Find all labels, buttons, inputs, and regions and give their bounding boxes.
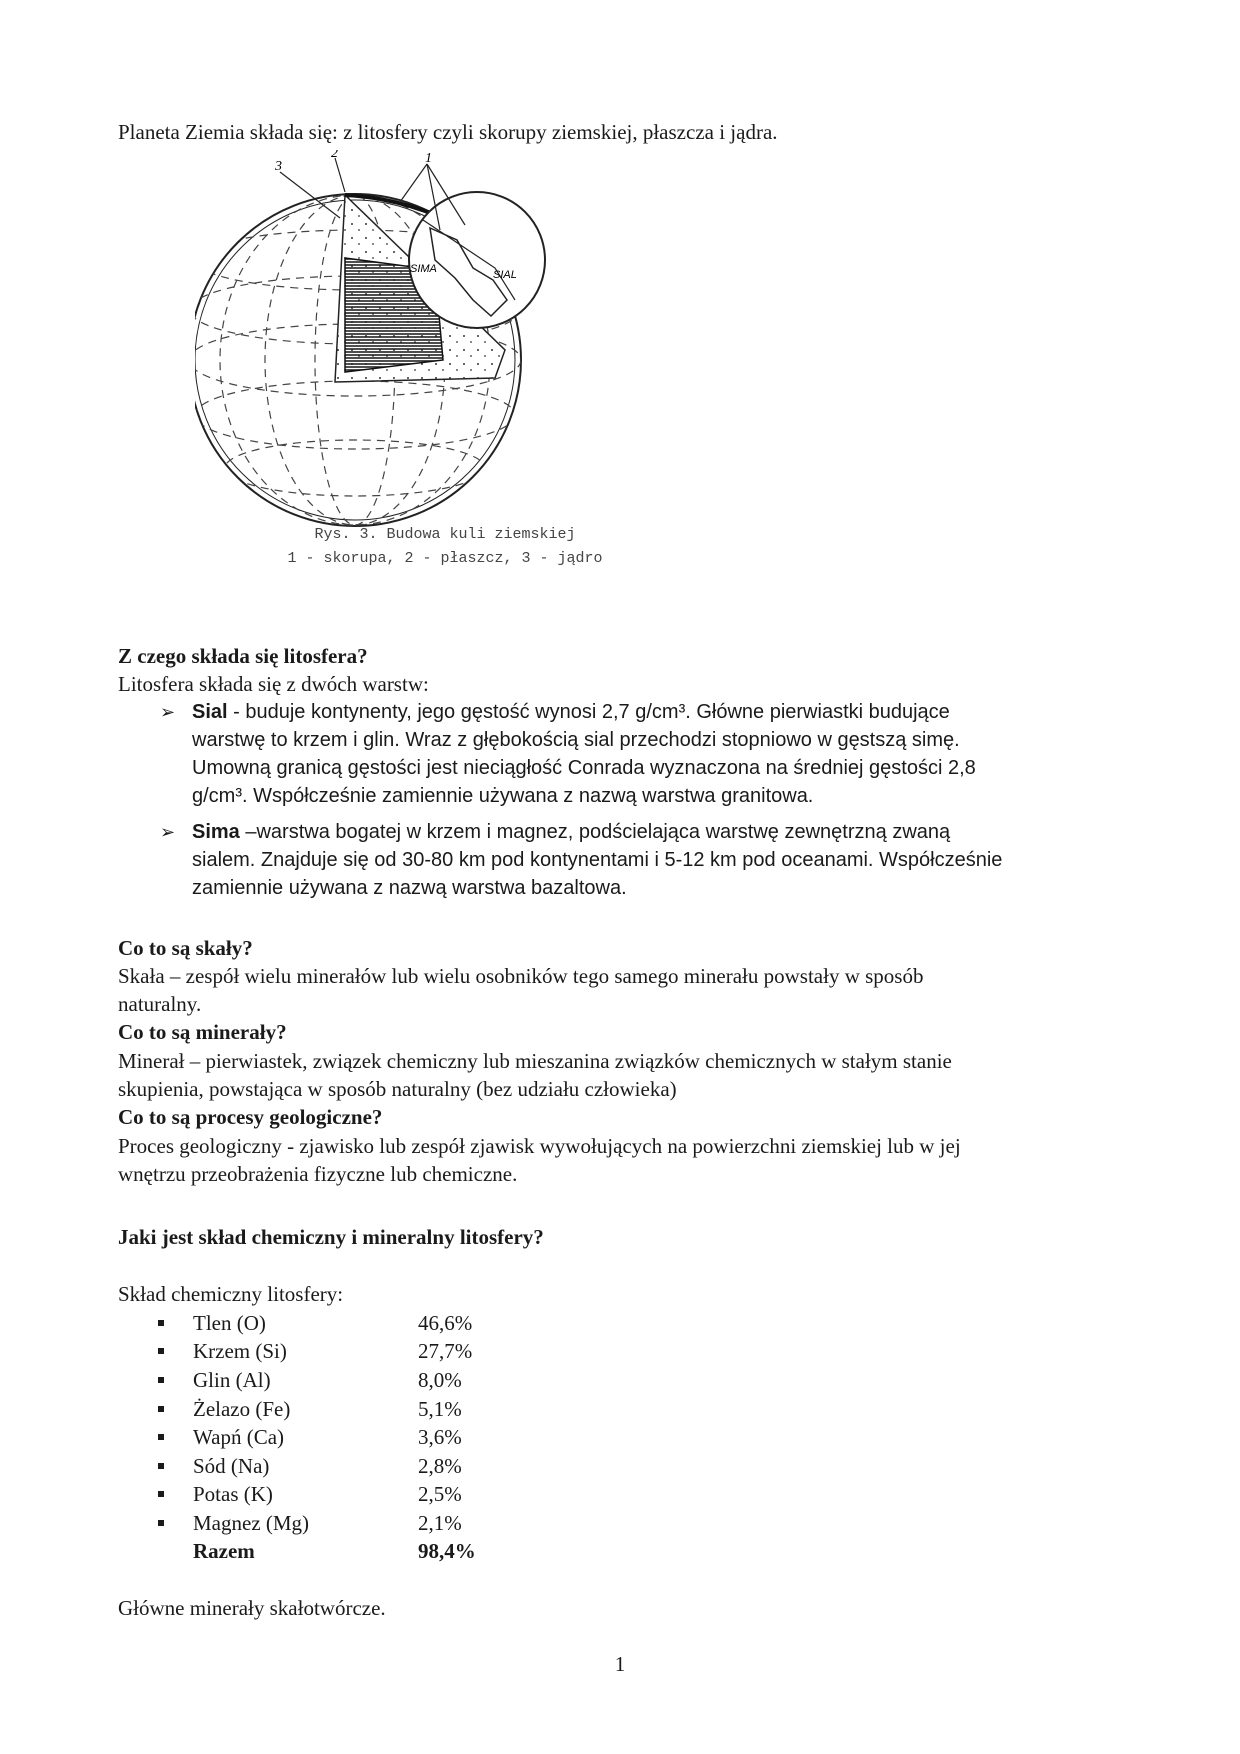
list-item: Wapń (Ca) 3,6%: [158, 1423, 558, 1451]
arrow-bullet-icon: ➢: [160, 702, 176, 722]
list-item-sima: [160, 818, 1120, 902]
list-item: Sód (Na) 2,8%: [158, 1452, 558, 1480]
term-sial: Sial: [192, 701, 228, 723]
total-label: Razem: [193, 1539, 255, 1563]
square-bullet-icon: [158, 1320, 164, 1326]
square-bullet-icon: [158, 1406, 164, 1412]
earth-structure-figure: [195, 150, 695, 570]
sima-line-3: zamiennie używana z nazwą warstwa bazaltowa.: [192, 877, 627, 899]
figure-label-2: 2: [331, 150, 338, 161]
square-bullet-icon: [158, 1491, 164, 1497]
list-item: Potas (K) 2,5%: [158, 1480, 558, 1508]
sima-line-1: –warstwa bogatej w krzem i magnez, podścielająca warstwę zewnętrzną zwaną: [239, 821, 951, 843]
procesy-line-1: Proces geologiczny - zjawisko lub zespół zjawisk wywołujących na powierzchni ziemskiej lub w jej: [118, 1134, 961, 1158]
list-item-sial: [160, 698, 1120, 810]
procesy-line-2: wnętrzu przeobrażenia fizyczne lub chemiczne.: [118, 1162, 518, 1186]
square-bullet-icon: [158, 1520, 164, 1526]
square-bullet-icon: [158, 1463, 164, 1469]
term-sima: Sima: [192, 821, 240, 843]
heading-mineraly: Co to są minerały?: [118, 1020, 287, 1044]
figure-caption-line-2: 1 - skorupa, 2 - płaszcz, 3 - jądro: [287, 550, 603, 567]
list-item: Magnez (Mg) 2,1%: [158, 1509, 558, 1537]
total-value: 98,4%: [418, 1539, 476, 1563]
heading-skaly: Co to są skały?: [118, 936, 253, 960]
heading-procesy: Co to są procesy geologiczne?: [118, 1105, 383, 1129]
composition-intro: Skład chemiczny litosfery:: [118, 1282, 344, 1306]
page-number: 1: [614, 1652, 626, 1676]
minerals-heading-text: Główne minerały skałotwórcze.: [118, 1596, 386, 1620]
sima-line-2: sialem. Znajduje się od 30-80 km pod kontynentami i 5-12 km pod oceanami. Współcześnie: [192, 849, 1003, 871]
figure-label-sima: SIMA: [410, 263, 437, 275]
figure-caption-line-1: Rys. 3. Budowa kuli ziemskiej: [314, 526, 576, 543]
sial-line-1: - buduje kontynenty, jego gęstość wynosi 2,7 g/cm³. Główne pierwiastki budujące: [227, 701, 950, 723]
heading-sklad: Jaki jest skład chemiczny i mineralny litosfery?: [118, 1225, 544, 1249]
sial-line-3: Umowną granicą gęstości jest nieciągłość Conrada wyznaczona na średniej gęstości 2,8: [192, 757, 976, 779]
total-row: [158, 1537, 558, 1565]
square-bullet-icon: [158, 1434, 164, 1440]
list-item: Żelazo (Fe) 5,1%: [158, 1395, 558, 1423]
square-bullet-icon: [158, 1348, 164, 1354]
litosfera-intro: Litosfera składa się z dwóch warstw:: [118, 672, 429, 696]
sial-line-4: g/cm³. Współcześnie zamiennie używana z nazwą warstwa granitowa.: [192, 785, 814, 807]
mineraly-line-1: Minerał – pierwiastek, związek chemiczny lub mieszanina związków chemicznych w stałym stanie: [118, 1049, 952, 1073]
figure-label-3: 3: [275, 159, 282, 174]
figure-label-1: 1: [425, 151, 432, 166]
list-item: Krzem (Si) 27,7%: [158, 1337, 558, 1365]
skaly-line-2: naturalny.: [118, 992, 202, 1016]
mineraly-line-2: skupienia, powstająca w sposób naturalny (bez udziału człowieka): [118, 1077, 677, 1101]
earth-diagram: [195, 150, 695, 530]
sial-line-2: warstwę to krzem i glin. Wraz z głębokością sial przechodzi stopniowo w gęstszą simę.: [192, 729, 960, 751]
list-item: Tlen (O) 46,6%: [158, 1309, 558, 1337]
heading-litosfera: Z czego składa się litosfera?: [118, 644, 368, 668]
square-bullet-icon: [158, 1377, 164, 1383]
intro-text: Planeta Ziemia składa się: z litosfery czyli skorupy ziemskiej, płaszcza i jądra.: [118, 120, 778, 144]
figure-label-sial: SIAL: [493, 269, 517, 281]
skaly-line-1: Skała – zespół wielu minerałów lub wielu osobników tego samego minerału powstały w sposób: [118, 964, 924, 988]
arrow-bullet-icon: ➢: [160, 822, 176, 842]
list-item: Glin (Al) 8,0%: [158, 1366, 558, 1394]
